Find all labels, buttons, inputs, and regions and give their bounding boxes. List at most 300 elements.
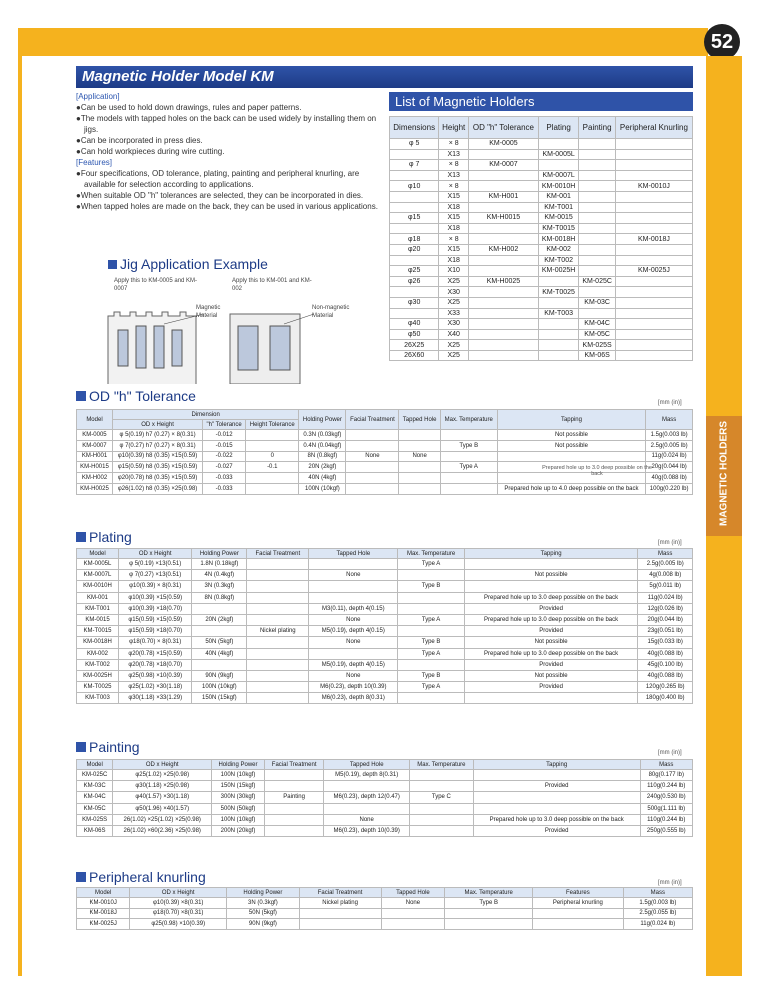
table-cell: Not possible bbox=[464, 637, 638, 648]
application-item: ●Can hold workpieces during wire cutting. bbox=[76, 147, 225, 156]
table-cell: KM-0010H bbox=[538, 181, 579, 192]
table-cell: M6(0.23), depth 10(0.39) bbox=[324, 825, 410, 836]
table-cell: 100N (10kgf) bbox=[192, 682, 247, 693]
table-cell bbox=[615, 213, 692, 224]
table-cell bbox=[469, 234, 539, 245]
table-row bbox=[390, 139, 693, 150]
table-cell bbox=[538, 340, 579, 351]
table-cell: KM-0010J bbox=[615, 181, 692, 192]
table-cell: KM-025S bbox=[77, 814, 113, 825]
table-cell bbox=[615, 191, 692, 202]
table-row bbox=[77, 592, 693, 603]
table-cell: KM-T002 bbox=[538, 255, 579, 266]
knurling-heading: Peripheral knurling bbox=[76, 869, 206, 885]
table-row bbox=[77, 825, 693, 836]
table-cell: Prepared hole up to 3.0 deep possible on the back bbox=[473, 814, 640, 825]
table-cell: None bbox=[324, 814, 410, 825]
table-cell: KM-001 bbox=[538, 191, 579, 202]
table-row bbox=[77, 559, 693, 570]
table-cell: X15 bbox=[439, 191, 469, 202]
table-cell: KM-H002 bbox=[77, 473, 113, 484]
table-cell: 50N (5kgf) bbox=[227, 908, 300, 919]
table-cell: None bbox=[309, 670, 398, 681]
table-cell bbox=[247, 614, 309, 625]
table-cell bbox=[615, 149, 692, 160]
table-cell: Not possible bbox=[497, 440, 646, 451]
table-cell: 20N (2kgf) bbox=[192, 614, 247, 625]
plating-unit: [mm (in)] bbox=[658, 540, 682, 546]
table-cell bbox=[398, 570, 464, 581]
table-cell: φ 5(0.19) ×13(0.51) bbox=[119, 559, 192, 570]
table-cell: -0.033 bbox=[203, 483, 246, 494]
table-cell bbox=[381, 919, 445, 930]
table-row bbox=[390, 276, 693, 287]
table-cell: 40g(0.088 lb) bbox=[638, 670, 693, 681]
table-cell: 90N (9kgf) bbox=[192, 670, 247, 681]
table-cell bbox=[615, 287, 692, 298]
table-cell bbox=[390, 223, 439, 234]
table-cell bbox=[579, 255, 615, 266]
table-cell bbox=[538, 139, 579, 150]
table-cell: 8N (0.8kgf) bbox=[192, 592, 247, 603]
col-header: Model bbox=[77, 549, 119, 559]
table-cell: 40g(0.088 lb) bbox=[646, 473, 693, 484]
table-cell: φ10(0.39) ×8(0.31) bbox=[130, 898, 227, 909]
table-cell: X18 bbox=[439, 223, 469, 234]
table-cell bbox=[399, 430, 440, 441]
table-cell: KM-0005L bbox=[538, 149, 579, 160]
knurling-table bbox=[76, 887, 693, 930]
table-cell bbox=[533, 919, 624, 930]
table-cell: 180g(0.400 lb) bbox=[638, 693, 693, 704]
col-header: Tapped Hole bbox=[399, 410, 440, 430]
table-cell bbox=[346, 440, 399, 451]
table-cell: X40 bbox=[439, 329, 469, 340]
table-cell: X25 bbox=[439, 340, 469, 351]
table-cell: X18 bbox=[439, 255, 469, 266]
table-cell: Peripheral knurling bbox=[533, 898, 624, 909]
table-cell: KM-H001 bbox=[77, 451, 113, 462]
table-row bbox=[390, 160, 693, 171]
table-cell: KM-05C bbox=[77, 803, 113, 814]
table-cell bbox=[469, 297, 539, 308]
table-cell: X10 bbox=[439, 266, 469, 277]
jig-left-caption: Apply this to KM-0005 and KM-0007 bbox=[114, 278, 198, 292]
table-cell bbox=[469, 255, 539, 266]
table-cell bbox=[464, 559, 638, 570]
table-cell: φ25(0.98) ×10(0.39) bbox=[130, 919, 227, 930]
table-cell: φ20(0.78) h8 (0.35) ×15(0.59) bbox=[112, 473, 202, 484]
table-row bbox=[77, 693, 693, 704]
table-cell: 2.5g(0.055 lb) bbox=[623, 908, 692, 919]
table-cell: Provided bbox=[464, 603, 638, 614]
table-cell: Provided bbox=[464, 682, 638, 693]
table-cell: None bbox=[399, 451, 440, 462]
table-cell: φ30(1.18) ×25(0.98) bbox=[113, 781, 212, 792]
table-row bbox=[77, 430, 693, 441]
table-cell bbox=[247, 581, 309, 592]
table-cell bbox=[247, 682, 309, 693]
table-cell bbox=[473, 792, 640, 803]
table-cell bbox=[579, 160, 615, 171]
col-header: Max. Temperature bbox=[398, 549, 464, 559]
table-cell bbox=[324, 803, 410, 814]
col-header: Max. Temperature bbox=[409, 760, 473, 770]
table-cell bbox=[615, 160, 692, 171]
table-cell bbox=[309, 581, 398, 592]
table-cell: φ15 bbox=[390, 213, 439, 224]
table-cell bbox=[469, 202, 539, 213]
table-cell: Nickel plating bbox=[247, 626, 309, 637]
table-cell bbox=[264, 814, 324, 825]
table-cell: None bbox=[309, 637, 398, 648]
col-header: Painting bbox=[579, 117, 615, 139]
table-row bbox=[77, 581, 693, 592]
table-cell: 100g(0.220 lb) bbox=[646, 483, 693, 494]
table-cell bbox=[398, 603, 464, 614]
table-cell: 500g(1.111 lb) bbox=[640, 803, 692, 814]
table-cell: KM-H0025 bbox=[469, 276, 539, 287]
application-heading: [Application] bbox=[76, 92, 120, 101]
table-cell bbox=[464, 581, 638, 592]
table-row bbox=[390, 297, 693, 308]
magnetic-label: Magnetic Material bbox=[196, 305, 221, 319]
table-row bbox=[77, 603, 693, 614]
table-row bbox=[390, 319, 693, 330]
table-cell bbox=[247, 570, 309, 581]
table-cell bbox=[445, 908, 533, 919]
table-cell: Type B bbox=[398, 637, 464, 648]
table-cell: KM-H0015 bbox=[469, 213, 539, 224]
table-cell bbox=[615, 350, 692, 361]
table-cell: Not possible bbox=[464, 570, 638, 581]
col-header: Facial Treatment bbox=[299, 888, 381, 898]
table-cell bbox=[390, 308, 439, 319]
table-cell: KM-0007 bbox=[469, 160, 539, 171]
table-cell bbox=[538, 276, 579, 287]
application-item: ●Can be used to hold down drawings, rules and paper patterns. bbox=[76, 103, 302, 112]
table-cell: φ 7 bbox=[390, 160, 439, 171]
table-cell: 90N (9kgf) bbox=[227, 919, 300, 930]
table-cell bbox=[390, 149, 439, 160]
table-row bbox=[77, 659, 693, 670]
page-number: 52 bbox=[704, 24, 740, 60]
table-cell: 150N (15kgf) bbox=[212, 781, 265, 792]
table-cell: Type A bbox=[398, 648, 464, 659]
col-header: Holding Power bbox=[299, 410, 346, 430]
table-cell bbox=[440, 483, 497, 494]
table-cell: 1.5g(0.003 lb) bbox=[623, 898, 692, 909]
table-cell: φ20 bbox=[390, 244, 439, 255]
col-header: Mass bbox=[638, 549, 693, 559]
col-header: Mass bbox=[646, 410, 693, 430]
table-cell bbox=[615, 170, 692, 181]
table-cell bbox=[409, 825, 473, 836]
table-cell: 0 bbox=[246, 451, 299, 462]
col-header: Holding Power bbox=[227, 888, 300, 898]
table-cell: × 8 bbox=[439, 139, 469, 150]
table-cell: None bbox=[381, 898, 445, 909]
page-title: Magnetic Holder Model KM bbox=[76, 66, 693, 88]
table-cell: φ26 bbox=[390, 276, 439, 287]
table-cell bbox=[538, 160, 579, 171]
table-cell bbox=[538, 350, 579, 361]
table-cell: KM-025S bbox=[579, 340, 615, 351]
table-cell bbox=[538, 297, 579, 308]
table-cell bbox=[246, 430, 299, 441]
table-row bbox=[77, 670, 693, 681]
table-cell bbox=[346, 430, 399, 441]
col-header: Dimensions bbox=[390, 117, 439, 139]
table-cell bbox=[579, 308, 615, 319]
table-cell: 15g(0.033 lb) bbox=[638, 637, 693, 648]
table-cell bbox=[346, 462, 399, 473]
table-cell bbox=[264, 770, 324, 781]
table-cell: φ10(0.39) ×15(0.59) bbox=[119, 592, 192, 603]
feature-item: ●When suitable OD "h" tolerances are selected, they can be incorporated in dies. bbox=[76, 191, 364, 200]
table-cell: Type A bbox=[398, 682, 464, 693]
table-cell: M3(0.11), depth 4(0.15) bbox=[309, 603, 398, 614]
col-header: OD x Height bbox=[113, 760, 212, 770]
table-cell bbox=[579, 223, 615, 234]
table-cell: 100N (10kgf) bbox=[212, 814, 265, 825]
table-cell: None bbox=[346, 451, 399, 462]
col-header: Max. Temperature bbox=[445, 888, 533, 898]
table-cell: 50N (5kgf) bbox=[192, 637, 247, 648]
table-cell: -0.015 bbox=[203, 440, 246, 451]
table-cell: KM-0018H bbox=[77, 637, 119, 648]
table-cell: 0.3N (0.03kgf) bbox=[299, 430, 346, 441]
table-cell: KM-002 bbox=[77, 648, 119, 659]
table-cell bbox=[469, 149, 539, 160]
table-cell: 11g(0.024 lb) bbox=[638, 592, 693, 603]
table-cell bbox=[264, 781, 324, 792]
list-title: List of Magnetic Holders bbox=[389, 92, 693, 111]
col-header: OD "h" Tolerance bbox=[469, 117, 539, 139]
table-cell: 2.5g(0.005 lb) bbox=[646, 440, 693, 451]
col-header: Tapped Hole bbox=[381, 888, 445, 898]
table-cell bbox=[299, 919, 381, 930]
table-cell bbox=[579, 139, 615, 150]
table-cell bbox=[615, 308, 692, 319]
table-cell bbox=[579, 234, 615, 245]
table-cell: KM-0018J bbox=[77, 908, 130, 919]
table-row bbox=[77, 440, 693, 451]
table-cell: KM-T0015 bbox=[77, 626, 119, 637]
table-cell bbox=[615, 244, 692, 255]
table-cell: X25 bbox=[439, 297, 469, 308]
table-cell: 4N (0.4kgf) bbox=[192, 570, 247, 581]
table-row bbox=[390, 234, 693, 245]
table-cell: KM-0007L bbox=[77, 570, 119, 581]
table-cell bbox=[299, 908, 381, 919]
table-cell bbox=[579, 202, 615, 213]
table-cell: KM-03C bbox=[579, 297, 615, 308]
table-cell bbox=[579, 149, 615, 160]
table-cell: 26X25 bbox=[390, 340, 439, 351]
painting-unit: [mm (in)] bbox=[658, 750, 682, 756]
table-cell: 40N (4kgf) bbox=[192, 648, 247, 659]
table-cell: 3N (0.3kgf) bbox=[227, 898, 300, 909]
table-cell: KM-0005 bbox=[469, 139, 539, 150]
od-unit: [mm (in)] bbox=[658, 400, 682, 406]
table-row bbox=[77, 451, 693, 462]
plating-table bbox=[76, 548, 693, 704]
table-row bbox=[390, 223, 693, 234]
table-cell: Prepared hole up to 3.0 deep possible on the back bbox=[464, 592, 638, 603]
col-header: Height Tolerance bbox=[246, 420, 299, 430]
table-row bbox=[77, 614, 693, 625]
table-cell: X25 bbox=[439, 350, 469, 361]
table-cell bbox=[346, 483, 399, 494]
table-cell: KM-0010J bbox=[77, 898, 130, 909]
table-row bbox=[390, 149, 693, 160]
table-cell: KM-04C bbox=[77, 792, 113, 803]
table-cell: KM-001 bbox=[77, 592, 119, 603]
table-cell: M5(0.19), depth 4(0.15) bbox=[309, 659, 398, 670]
col-header: Plating bbox=[538, 117, 579, 139]
table-cell: 8N (0.8kgf) bbox=[299, 451, 346, 462]
table-cell bbox=[390, 287, 439, 298]
table-cell bbox=[247, 670, 309, 681]
table-cell bbox=[398, 592, 464, 603]
table-row bbox=[77, 637, 693, 648]
table-cell bbox=[497, 451, 646, 462]
table-cell bbox=[440, 473, 497, 484]
table-row bbox=[390, 202, 693, 213]
table-cell bbox=[579, 213, 615, 224]
table-cell: KM-T001 bbox=[538, 202, 579, 213]
table-cell: φ10 bbox=[390, 181, 439, 192]
table-cell bbox=[192, 626, 247, 637]
table-row bbox=[77, 626, 693, 637]
table-cell bbox=[399, 483, 440, 494]
table-cell: None bbox=[309, 614, 398, 625]
table-cell bbox=[264, 803, 324, 814]
table-cell: 110g(0.244 lb) bbox=[640, 781, 692, 792]
table-cell: Type C bbox=[409, 792, 473, 803]
table-cell: X30 bbox=[439, 287, 469, 298]
col-header: Tapping bbox=[464, 549, 638, 559]
table-cell: KM-0010H bbox=[77, 581, 119, 592]
table-cell bbox=[579, 191, 615, 202]
table-cell: 12g(0.026 lb) bbox=[638, 603, 693, 614]
table-cell bbox=[247, 603, 309, 614]
od-heading: OD "h" Tolerance bbox=[76, 388, 196, 404]
painting-heading: Painting bbox=[76, 739, 140, 755]
table-cell bbox=[309, 592, 398, 603]
tapping-note: Prepared hole up to 3.0 deep possible on the back bbox=[542, 465, 652, 477]
col-header: Facial Treatment bbox=[264, 760, 324, 770]
table-cell: KM-0025J bbox=[77, 919, 130, 930]
table-cell: 150N (15kgf) bbox=[192, 693, 247, 704]
col-header: Max. Temperature bbox=[440, 410, 497, 430]
table-cell: φ18(0.70) ×8(0.31) bbox=[130, 908, 227, 919]
table-cell bbox=[469, 319, 539, 330]
table-cell: φ15(0.59) ×18(0.70) bbox=[119, 626, 192, 637]
table-cell: φ 7(0.27) ×13(0.51) bbox=[119, 570, 192, 581]
table-cell bbox=[469, 329, 539, 340]
table-cell bbox=[615, 297, 692, 308]
table-cell: φ10(0.39) ×18(0.70) bbox=[119, 603, 192, 614]
table-cell: φ10(0.39) × 8(0.31) bbox=[119, 581, 192, 592]
table-cell bbox=[440, 430, 497, 441]
table-cell: KM-H001 bbox=[469, 191, 539, 202]
table-cell bbox=[264, 825, 324, 836]
table-cell: φ40(1.57) ×30(1.18) bbox=[113, 792, 212, 803]
description bbox=[76, 91, 388, 212]
col-header: Tapping bbox=[497, 410, 646, 430]
table-cell bbox=[398, 659, 464, 670]
table-cell: 11g(0.024 lb) bbox=[646, 451, 693, 462]
col-header: Height bbox=[439, 117, 469, 139]
table-cell: KM-04C bbox=[579, 319, 615, 330]
col-header: Mass bbox=[640, 760, 692, 770]
table-row bbox=[390, 350, 693, 361]
table-cell bbox=[409, 803, 473, 814]
table-cell: KM-0015 bbox=[538, 213, 579, 224]
table-cell bbox=[615, 202, 692, 213]
table-cell: Not possible bbox=[497, 430, 646, 441]
table-cell: 20g(0.044 lb) bbox=[646, 462, 693, 473]
table-cell: KM-03C bbox=[77, 781, 113, 792]
table-row bbox=[77, 898, 693, 909]
holder-list-table bbox=[389, 116, 693, 361]
col-header: Holding Power bbox=[212, 760, 265, 770]
table-cell bbox=[469, 181, 539, 192]
table-cell: 20g(0.044 lb) bbox=[638, 614, 693, 625]
table-cell bbox=[399, 462, 440, 473]
table-row bbox=[77, 908, 693, 919]
table-cell: φ20(0.78) ×15(0.59) bbox=[119, 648, 192, 659]
table-cell: 3N (0.3kgf) bbox=[192, 581, 247, 592]
table-cell: M6(0.23), depth 12(0.47) bbox=[324, 792, 410, 803]
table-cell: KM-H0015 bbox=[77, 462, 113, 473]
col-header: OD x Height bbox=[130, 888, 227, 898]
table-row bbox=[390, 255, 693, 266]
table-cell: Type B bbox=[440, 440, 497, 451]
table-cell: 110g(0.244 lb) bbox=[640, 814, 692, 825]
table-cell bbox=[246, 483, 299, 494]
table-cell bbox=[390, 191, 439, 202]
table-row bbox=[390, 213, 693, 224]
table-cell: 11g(0.024 lb) bbox=[623, 919, 692, 930]
table-cell bbox=[615, 139, 692, 150]
table-cell bbox=[346, 473, 399, 484]
table-cell: φ25(1.02) ×30(1.18) bbox=[119, 682, 192, 693]
col-header: Mass bbox=[623, 888, 692, 898]
table-cell: M5(0.19), depth 4(0.15) bbox=[309, 626, 398, 637]
table-cell: φ 5 bbox=[390, 139, 439, 150]
table-cell: × 8 bbox=[439, 234, 469, 245]
table-cell bbox=[390, 255, 439, 266]
table-cell: KM-0018H bbox=[538, 234, 579, 245]
table-cell: 20N (2kgf) bbox=[299, 462, 346, 473]
table-cell bbox=[615, 223, 692, 234]
col-header: OD x Height bbox=[119, 549, 192, 559]
side-tab: MAGNETIC HOLDERS bbox=[706, 416, 742, 536]
table-row bbox=[77, 781, 693, 792]
table-cell: KM-06S bbox=[77, 825, 113, 836]
table-cell bbox=[247, 648, 309, 659]
jig-right-caption: Apply this to KM-001 and KM-002 bbox=[232, 278, 312, 292]
table-cell bbox=[469, 170, 539, 181]
table-cell bbox=[533, 908, 624, 919]
table-cell: KM-0018J bbox=[615, 234, 692, 245]
table-cell: 240g(0.530 lb) bbox=[640, 792, 692, 803]
table-cell: Provided bbox=[464, 626, 638, 637]
table-cell: KM-T0015 bbox=[538, 223, 579, 234]
